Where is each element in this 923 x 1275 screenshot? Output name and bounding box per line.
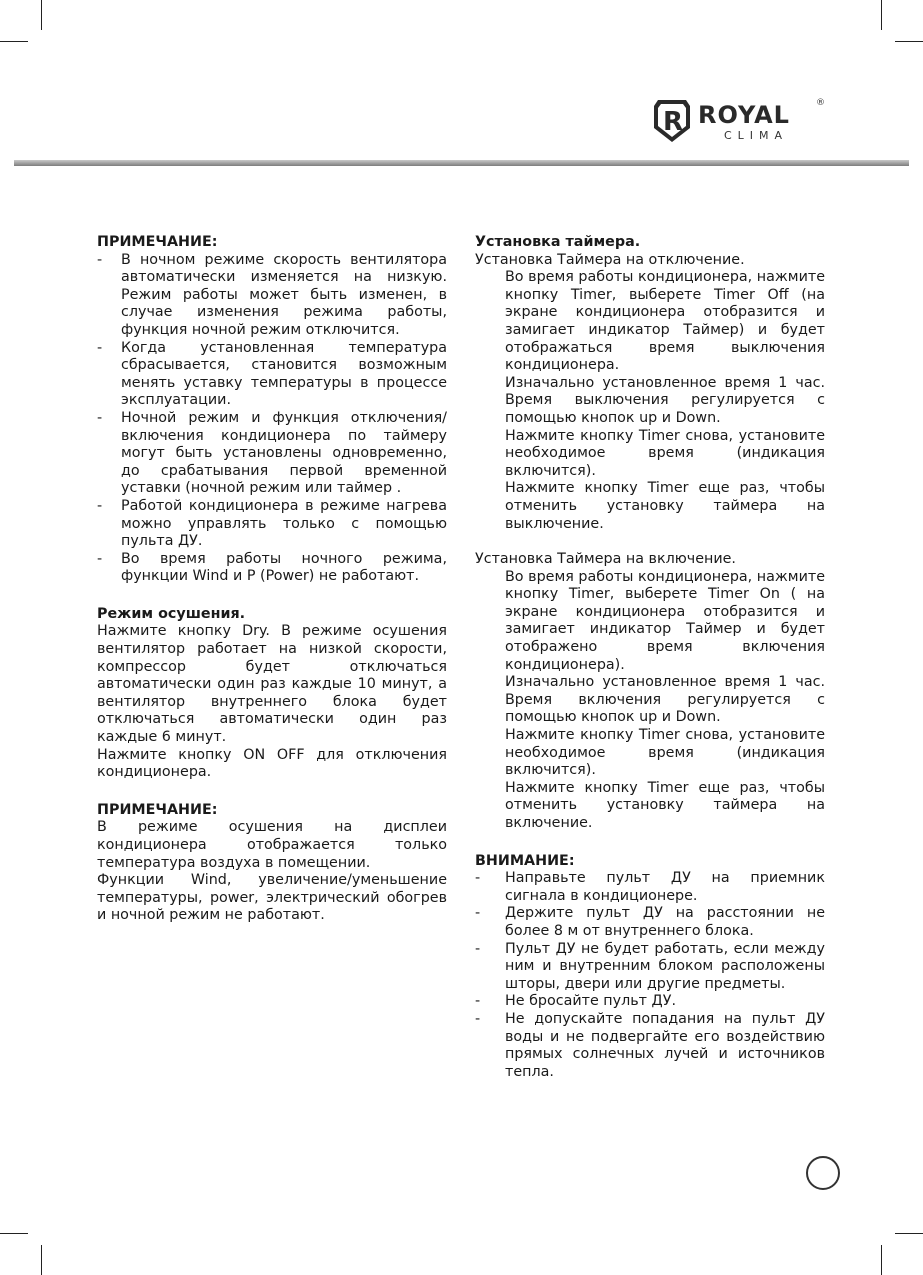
list-item: - Пульт ДУ не будет работать, если между ним и внутренним блоком расположены шторы, двери или другие предметы. <box>475 940 825 992</box>
note-title: ПРИМЕЧАНИЕ: <box>97 234 218 250</box>
list-item: - Не бросайте пульт ДУ. <box>475 993 676 1010</box>
page-number-circle <box>806 1156 840 1190</box>
list-item: - Держите пульт ДУ на расстоянии не более 8 м от внутреннего блока. <box>475 905 825 939</box>
timer-off-text: Изначально установленное время 1 час. Время выключения регулируется с помощью кнопок up и Down. <box>505 374 825 426</box>
list-item: - Во время работы ночного режима, функции Wind и P (Power) не работают. <box>97 550 447 585</box>
timer-on-text: Нажмите кнопку Timer снова, установите необходимое время (индикация включится). <box>505 727 825 779</box>
shield-logo-icon <box>652 98 692 144</box>
brand-name: ROYAL <box>698 101 790 129</box>
warning-title: ВНИМАНИЕ: <box>475 852 575 869</box>
list-item: - Ночной режим и функция отключения/включения кондиционера по таймеру могут быть установлены одновременно, до срабатывания первой временной уставки (ночной режим или таймер . <box>97 409 447 497</box>
dry-mode-off-text: Нажмите кнопку ON OFF для отключения кондиционера. <box>97 746 447 781</box>
crop-mark <box>895 41 923 42</box>
crop-mark <box>41 0 42 30</box>
list-item: - Не допускайте попадания на пульт ДУ воды и не подвергайте его воздействию прямых солнечных лучей и источников тепла. <box>475 1010 825 1080</box>
list-item: - Работой кондиционера в режиме нагрева можно управлять только с помощью пульта ДУ. <box>97 497 447 550</box>
list-item: - В ночном режиме скорость вентилятора автоматически изменяется на низкую. Режим работы может быть изменен, в случае изменения режима работы, функция ночной режим отключится. <box>97 251 447 338</box>
crop-mark <box>895 1233 923 1234</box>
dry-mode-text: Нажмите кнопку Dry. В режиме осушения вентилятор работает на низкой скорости, компрессор будет отключаться автоматически один раз каждые 10 минут, а вентилятор внутреннего блока будет отключаться автоматически один раз каждые 6 минут. <box>97 623 447 746</box>
timer-off-text: Нажмите кнопку Timer снова, установите необходимое время (индикация включится). <box>505 427 825 479</box>
warning-list <box>475 870 825 1081</box>
list-item: - Когда установленная температура сбрасывается, становится возможным менять уставку температуры в процессе эксплуатации. <box>97 339 447 409</box>
brand-subtitle: CLIMA <box>724 129 789 142</box>
dry-mode-title: Режим осушения. <box>97 605 246 622</box>
note-text: В режиме осушения на дисплеи кондиционера отображается только температура воздуха в помещении. <box>97 819 447 871</box>
crop-mark <box>881 0 882 30</box>
crop-mark <box>0 1233 28 1234</box>
note-text: Функции Wind, увеличение/уменьшение температуры, power, электрический обогрев и ночной режим не работают. <box>97 872 447 924</box>
header-bar <box>14 160 909 166</box>
timer-off-text: Во время работы кондиционера, нажмите кнопку Timer, выберете Timer Off (на экране кондиционера отобразится и замигает индикатор Таймер) и будет отображаться время выключения кондиционера. <box>505 269 825 374</box>
timer-on-text: Нажмите кнопку Timer еще раз, чтобы отменить установку таймера на включение. <box>505 779 825 831</box>
timer-on-text: Изначально установленное время 1 час. Время включения регулируется с помощью кнопок up и Down. <box>505 674 825 726</box>
note-list <box>97 252 447 586</box>
crop-mark <box>881 1245 882 1275</box>
timer-off-text: Нажмите кнопку Timer еще раз, чтобы отменить установку таймера на выключение. <box>505 480 825 532</box>
timer-title: Установка таймера. <box>475 234 641 250</box>
note-title: ПРИМЕЧАНИЕ: <box>97 801 218 818</box>
registered-mark: ® <box>816 98 825 108</box>
svg-text:R: R <box>663 107 684 137</box>
list-item: - Направьте пульт ДУ на приемник сигнала в кондиционере. <box>475 870 825 904</box>
timer-on-title: Установка Таймера на включение. <box>475 551 736 568</box>
timer-off-title: Установка Таймера на отключение. <box>475 251 745 268</box>
timer-on-text: Во время работы кондиционера, нажмите кнопку Timer, выберете Timer On ( на экране кондиционера отобразится и замигает индикатор Таймер и будет отображено время включения кондиционера). <box>505 568 825 673</box>
right-column <box>475 234 825 1081</box>
left-column <box>97 234 447 925</box>
crop-mark <box>41 1245 42 1275</box>
crop-mark <box>0 41 28 42</box>
brand-logo <box>652 98 827 148</box>
